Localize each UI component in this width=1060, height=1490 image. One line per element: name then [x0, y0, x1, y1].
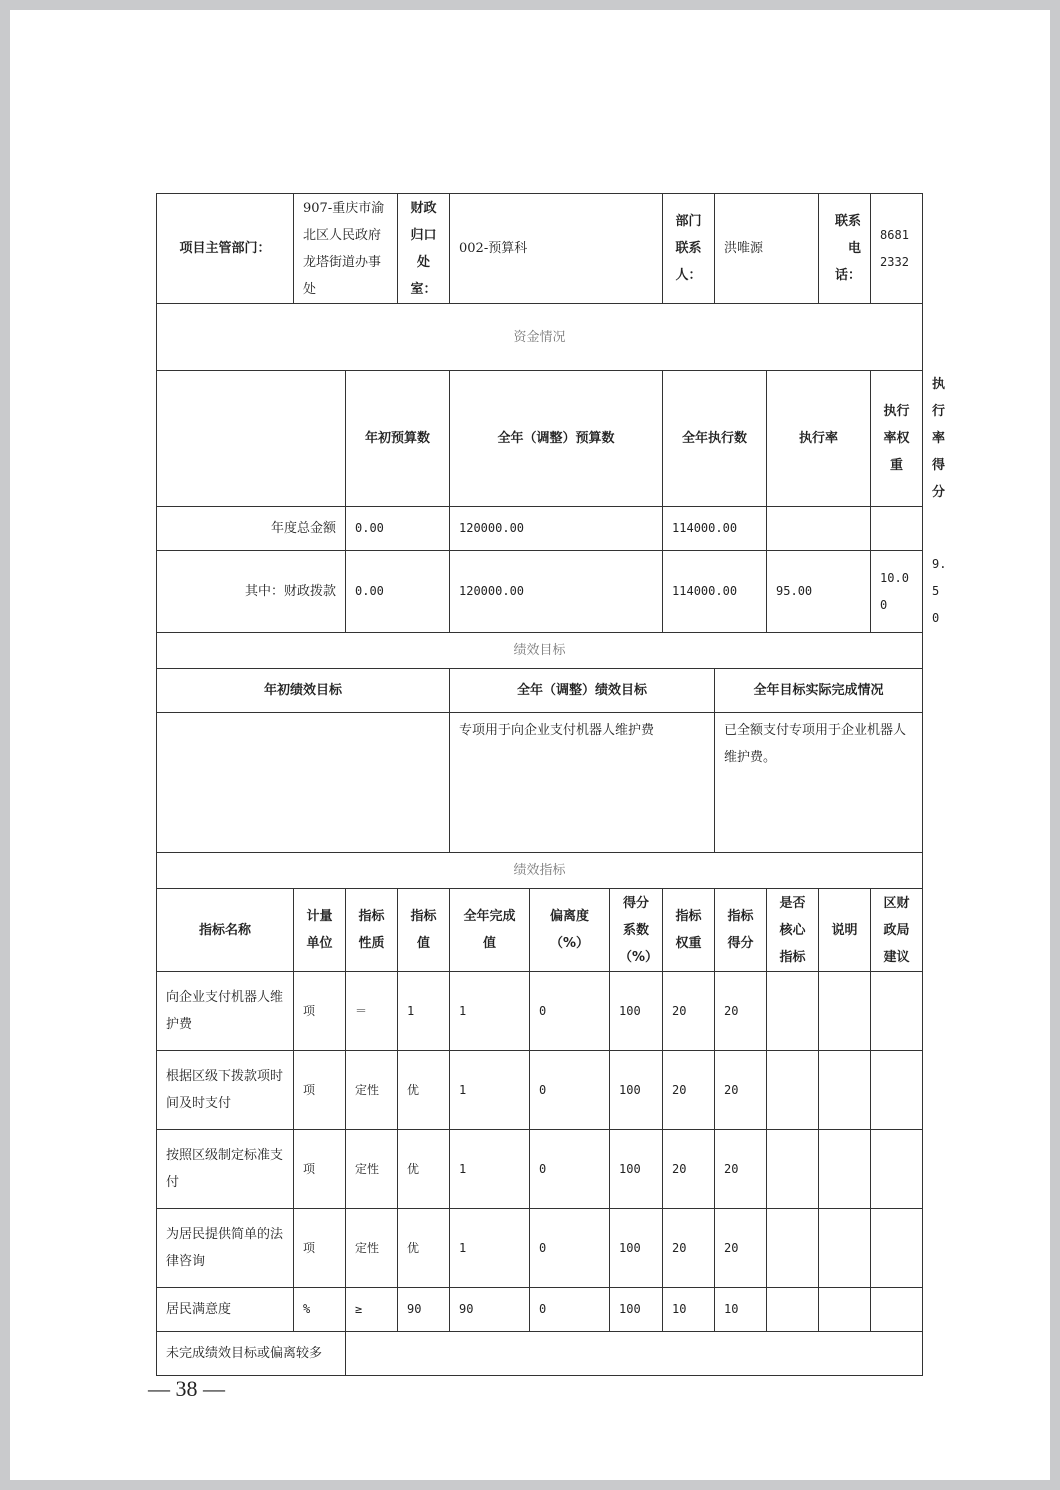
indicator-weight: 20: [663, 1130, 715, 1209]
indicator-row: [157, 1209, 923, 1288]
indicator-name: 按照区级制定标准支付: [157, 1130, 294, 1209]
col-adjusted-goal: 全年（调整）绩效目标: [450, 669, 715, 713]
col-weight: 指标权重: [663, 889, 715, 972]
funds-row-label: 其中：财政拨款: [157, 551, 346, 633]
indicator-coef: 100: [610, 1130, 663, 1209]
indicator-score: 10: [715, 1288, 767, 1332]
indicator-score: 20: [715, 1130, 767, 1209]
indicator-score: 20: [715, 972, 767, 1051]
indicator-score: 20: [715, 1209, 767, 1288]
indicator-value: 优: [398, 1209, 450, 1288]
indicator-weight: 20: [663, 1209, 715, 1288]
indicator-row: [157, 1288, 923, 1332]
col-deviation: 偏离度（%）: [530, 889, 610, 972]
indicator-note: [819, 1051, 871, 1130]
funds-weight: [871, 507, 923, 551]
funds-initial: 0.00: [346, 507, 450, 551]
indicator-unit: 项: [294, 1130, 346, 1209]
indicator-advice: [871, 1051, 923, 1130]
indicator-nature: 定性: [346, 1130, 398, 1209]
col-value: 指标值: [398, 889, 450, 972]
indicator-core: [767, 972, 819, 1051]
indicator-score: 20: [715, 1051, 767, 1130]
funds-executed: 114000.00: [663, 551, 767, 633]
funds-executed: 114000.00: [663, 507, 767, 551]
dept-value: 907-重庆市渝北区人民政府龙塔街道办事处: [294, 194, 398, 304]
goals-content-row: [157, 713, 923, 853]
col-initial-goal: 年初绩效目标: [157, 669, 450, 713]
indicator-core: [767, 1209, 819, 1288]
funds-section-title: 资金情况: [157, 304, 923, 371]
indicator-done: 1: [450, 972, 530, 1051]
finance-label: 财政归口处室：: [398, 194, 450, 304]
col-advice: 区财政局建议: [871, 889, 923, 972]
indicator-advice: [871, 1288, 923, 1332]
indicator-name: 向企业支付机器人维护费: [157, 972, 294, 1051]
col-initial-budget: 年初预算数: [346, 371, 450, 507]
dept-label: 项目主管部门：: [157, 194, 294, 304]
indicator-unit: 项: [294, 972, 346, 1051]
indicator-name: 为居民提供简单的法律咨询: [157, 1209, 294, 1288]
funds-row-total: [157, 507, 923, 551]
col-exec-rate: 执行率: [767, 371, 871, 507]
indicator-nature: 定性: [346, 1051, 398, 1130]
finance-value: 002-预算科: [450, 194, 663, 304]
indicators-section-title: 绩效指标: [157, 853, 923, 889]
indicator-value: 1: [398, 972, 450, 1051]
indicator-dev: 0: [530, 1209, 610, 1288]
indicator-done: 1: [450, 1051, 530, 1130]
funds-rate: 95.00: [767, 551, 871, 633]
col-score: 指标得分: [715, 889, 767, 972]
contact-label: 部门联系人：: [663, 194, 715, 304]
phone-value: 86812332: [871, 194, 923, 304]
adjusted-goal-text: 专项用于向企业支付机器人维护费: [450, 713, 715, 853]
indicator-note: [819, 972, 871, 1051]
indicator-dev: 0: [530, 1051, 610, 1130]
phone-label: 联系电话：: [819, 194, 871, 304]
indicator-rows: [157, 972, 923, 1332]
funds-adjusted: 120000.00: [450, 551, 663, 633]
indicator-nature: ＝: [346, 972, 398, 1051]
col-coefficient: 得分系数（%）: [610, 889, 663, 972]
indicator-dev: 0: [530, 1288, 610, 1332]
indicator-dev: 0: [530, 972, 610, 1051]
actual-goal-text: 已全额支付专项用于企业机器人维护费。: [715, 713, 923, 853]
funds-row-label: 年度总金额: [157, 507, 346, 551]
col-actual-goal: 全年目标实际完成情况: [715, 669, 923, 713]
unfinished-value: [346, 1332, 923, 1376]
indicator-coef: 100: [610, 1288, 663, 1332]
col-core: 是否核心指标: [767, 889, 819, 972]
col-indicator-name: 指标名称: [157, 889, 294, 972]
funds-initial: 0.00: [346, 551, 450, 633]
indicator-unit: 项: [294, 1051, 346, 1130]
document-page: [10, 10, 1050, 1480]
indicator-coef: 100: [610, 1209, 663, 1288]
indicator-value: 90: [398, 1288, 450, 1332]
indicator-note: [819, 1209, 871, 1288]
col-done: 全年完成值: [450, 889, 530, 972]
indicators-header-row: [157, 889, 923, 972]
funds-header-row: 年初预算数 全年（调整）预算数 全年执行数 执行率 执行率权重 执行率得分: [157, 371, 923, 507]
indicator-nature: 定性: [346, 1209, 398, 1288]
funds-corner-cell: [157, 371, 346, 507]
indicator-coef: 100: [610, 972, 663, 1051]
col-adjusted-budget: 全年（调整）预算数: [450, 371, 663, 507]
indicator-nature: ≥: [346, 1288, 398, 1332]
indicator-done: 90: [450, 1288, 530, 1332]
funds-rate: [767, 507, 871, 551]
indicator-note: [819, 1130, 871, 1209]
indicator-row: [157, 1051, 923, 1130]
indicator-weight: 20: [663, 1051, 715, 1130]
goals-section-title: 绩效目标: [157, 633, 923, 669]
indicator-name: 根据区级下拨款项时间及时支付: [157, 1051, 294, 1130]
performance-table: [156, 193, 947, 1376]
indicator-row: [157, 972, 923, 1051]
indicator-core: [767, 1051, 819, 1130]
indicator-weight: 20: [663, 972, 715, 1051]
indicator-advice: [871, 1209, 923, 1288]
indicator-row: [157, 1130, 923, 1209]
funds-weight: 10.00: [871, 551, 923, 633]
indicator-core: [767, 1288, 819, 1332]
page-number: — 38 —: [148, 1376, 225, 1401]
indicator-done: 1: [450, 1130, 530, 1209]
indicator-coef: 100: [610, 1051, 663, 1130]
indicator-advice: [871, 1130, 923, 1209]
unfinished-row: [157, 1332, 923, 1376]
indicator-dev: 0: [530, 1130, 610, 1209]
indicator-note: [819, 1288, 871, 1332]
indicator-unit: 项: [294, 1209, 346, 1288]
funds-adjusted: 120000.00: [450, 507, 663, 551]
initial-goal-text: [157, 713, 450, 853]
indicator-name: 居民满意度: [157, 1288, 294, 1332]
col-note: 说明: [819, 889, 871, 972]
indicator-unit: %: [294, 1288, 346, 1332]
header-row: [157, 194, 923, 304]
col-executed: 全年执行数: [663, 371, 767, 507]
contact-value: 洪唯源: [715, 194, 819, 304]
indicator-done: 1: [450, 1209, 530, 1288]
indicator-value: 优: [398, 1130, 450, 1209]
funds-row-fiscal: 其中：财政拨款 0.00 120000.00 114000.00 95.00 10.00 9.50: [157, 551, 923, 633]
unfinished-label: 未完成绩效目标或偏离较多: [157, 1332, 346, 1376]
indicator-core: [767, 1130, 819, 1209]
indicator-value: 优: [398, 1051, 450, 1130]
col-nature: 指标性质: [346, 889, 398, 972]
indicator-advice: [871, 972, 923, 1051]
col-rate-weight: 执行率权重: [871, 371, 923, 507]
goals-header-row: [157, 669, 923, 713]
indicator-weight: 10: [663, 1288, 715, 1332]
col-unit: 计量单位: [294, 889, 346, 972]
